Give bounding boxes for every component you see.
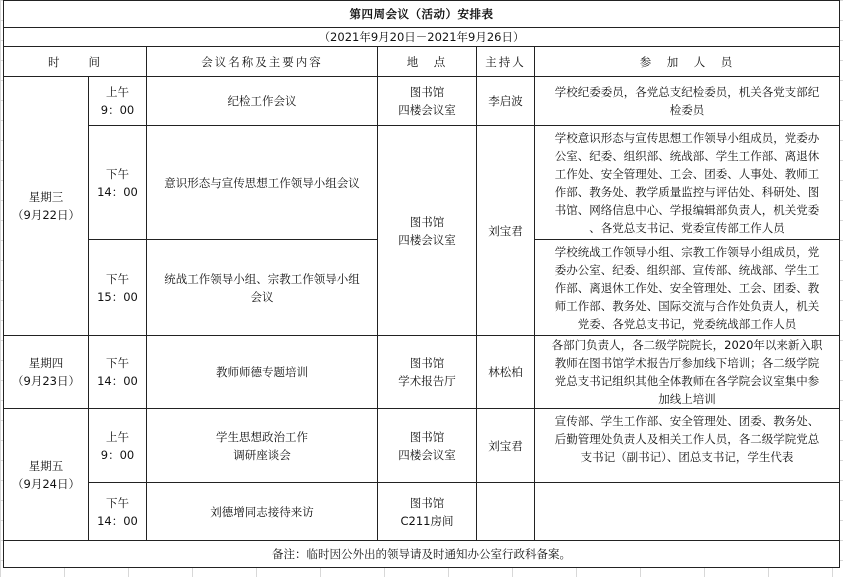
weekday: 星期三	[28, 190, 64, 204]
header-content: 会议名称及主要内容	[147, 47, 378, 77]
attendee-line: 各部门负责人，各二级学院院长，2020年以来新入职	[551, 338, 823, 352]
location-line: 图书馆	[409, 85, 445, 99]
header-host: 主持人	[477, 47, 535, 77]
location-line: 图书馆	[409, 356, 445, 370]
period: 上午	[106, 429, 129, 444]
attendee-line: 、各党总支书记、党委宣传部工作人员	[589, 220, 785, 235]
location-cell	[378, 77, 477, 126]
location-cell	[378, 336, 477, 409]
location-line: 图书馆	[409, 429, 445, 444]
period: 下午	[106, 495, 129, 510]
day-cell-thu	[4, 336, 89, 409]
location-cell	[378, 409, 477, 483]
day-date: （9月23日）	[12, 374, 80, 388]
table-row	[4, 409, 840, 483]
footnote: 备注：临时因公外出的领导请及时通知办公室行政科备案。	[4, 541, 840, 568]
time-cell	[89, 240, 147, 336]
time: 14：00	[97, 513, 138, 528]
page-title: 第四周会议（活动）安排表	[4, 1, 840, 28]
location-cell	[378, 483, 477, 541]
attendee-line: 师工作部、教务处、国际交流与合作处负责人，机关	[554, 298, 820, 313]
attendees-cell	[535, 126, 840, 240]
location-line: 图书馆	[409, 214, 445, 229]
time: 9：00	[100, 103, 135, 117]
host-cell: 李启波	[477, 77, 535, 126]
attendees-cell	[535, 240, 840, 336]
attendee-line: 书馆、网络信息中心、学报编辑部负责人，机关党委	[554, 202, 820, 217]
header-time: 时 间	[4, 47, 147, 77]
day-cell-fri	[4, 409, 89, 541]
host-cell: 林松柏	[477, 336, 535, 409]
attendee-line: 党总支书记组织其他全体教师在各学院会议室集中参	[554, 374, 820, 388]
time-cell	[89, 77, 147, 126]
content-cell: 教师师德专题培训	[147, 336, 378, 409]
location-line: 图书馆	[409, 495, 445, 510]
attendee-line: 支书记（副书记）、团总支书记，学生代表	[580, 450, 794, 464]
content-cell	[147, 240, 378, 336]
header-attendees: 参 加 人 员	[535, 47, 840, 77]
weekday: 星期五	[28, 458, 64, 473]
period: 上午	[106, 85, 129, 99]
location-line: C211房间	[400, 513, 454, 528]
header-location: 地 点	[378, 47, 477, 77]
host-cell: 刘宝君	[477, 126, 535, 336]
table-row	[4, 126, 840, 240]
location-cell	[378, 126, 477, 336]
attendee-line: 作部、教务处、教学质量监控与评估处、科研处、图	[554, 184, 820, 199]
location-line: 四楼会议室	[398, 103, 456, 117]
attendee-line: 作部、离退休工作处、安全管理处、工会、团委、教	[554, 280, 820, 295]
time: 14：00	[97, 184, 138, 199]
time-cell	[89, 483, 147, 541]
date-range: （2021年9月20日－2021年9月26日）	[4, 28, 840, 47]
day-date: （9月22日）	[12, 208, 80, 222]
weekday: 星期四	[28, 356, 64, 370]
attendee-line: 教师在图书馆学术报告厅参加线下培训；各二级学院	[554, 356, 820, 370]
period: 下午	[106, 271, 129, 286]
attendee-line: 后勤管理处负责人及相关工作人员，各二级学院党总	[554, 432, 820, 446]
day-cell-wed	[4, 77, 89, 336]
attendee-line: 委办公室、纪委、组织部、宣传部、统战部、学生工	[554, 262, 820, 277]
attendee-line: 宣传部、学生工作部、安全管理处、团委、教务处、	[554, 414, 820, 428]
time: 15：00	[97, 289, 138, 304]
attendee-line: 学校意识形态与宣传思想工作领导小组成员，党委办	[554, 130, 820, 145]
table-row	[4, 336, 840, 409]
content-line: 调研座谈会	[233, 447, 291, 462]
table-row	[4, 77, 840, 126]
attendee-line: 工作处、安全管理处、工会、团委、人事处、教师工	[554, 166, 820, 181]
attendee-line: 学校纪委委员，各党总支纪检委员，机关各党支部纪	[554, 85, 820, 99]
time: 9：00	[100, 447, 135, 462]
host-cell	[477, 483, 535, 541]
time: 14：00	[97, 374, 138, 388]
attendee-line: 检委员	[669, 103, 705, 117]
location-line: 四楼会议室	[398, 447, 456, 462]
attendees-cell	[535, 77, 840, 126]
content-cell: 刘德增同志接待来访	[147, 483, 378, 541]
content-line: 会议	[250, 289, 274, 304]
host-cell: 刘宝君	[477, 409, 535, 483]
content-cell: 纪检工作会议	[147, 77, 378, 126]
content-line: 统战工作领导小组、宗教工作领导小组	[164, 271, 360, 286]
location-line: 学术报告厅	[398, 374, 456, 388]
table-row	[4, 483, 840, 541]
header-row	[4, 47, 840, 77]
attendees-cell	[535, 483, 840, 541]
attendee-line: 党委、各党总支书记，党委统战部工作人员	[577, 316, 797, 331]
period: 下午	[106, 356, 129, 370]
attendee-line: 学校统战工作领导小组、宗教工作领导小组成员，党	[554, 244, 820, 259]
attendees-cell	[535, 409, 840, 483]
content-cell	[147, 409, 378, 483]
period: 下午	[106, 166, 129, 181]
content-cell: 意识形态与宣传思想工作领导小组会议	[147, 126, 378, 240]
content-line: 学生思想政治工作	[216, 429, 308, 444]
schedule-table	[3, 0, 840, 568]
time-cell	[89, 409, 147, 483]
location-line: 四楼会议室	[398, 232, 456, 247]
day-date: （9月24日）	[12, 476, 80, 491]
time-cell	[89, 336, 147, 409]
attendees-cell	[535, 336, 840, 409]
attendee-line: 公室、纪委、组织部、统战部、学生工作部、离退休	[554, 148, 820, 163]
attendee-line: 加线上培训	[658, 392, 716, 406]
time-cell	[89, 126, 147, 240]
